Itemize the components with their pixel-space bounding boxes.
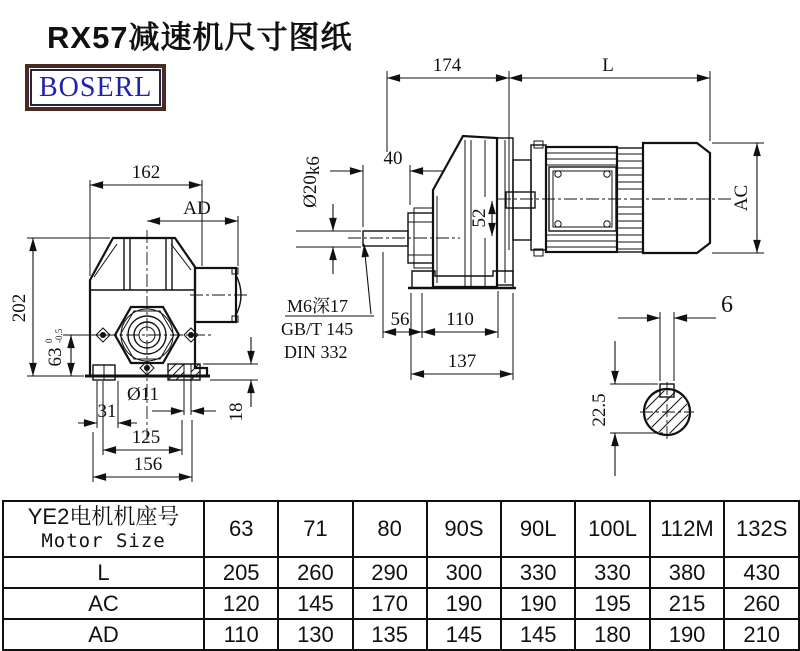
dim-31-label: 31 xyxy=(97,401,117,422)
table-cell: 290 xyxy=(353,557,427,588)
dim-ad-label: AD xyxy=(183,198,211,219)
dim-63-tol-upper: 0 xyxy=(44,338,54,343)
shaft-section-detail xyxy=(589,292,733,476)
table-cell: 380 xyxy=(650,557,725,588)
dim-162-label: 162 xyxy=(131,162,161,183)
column-header: 132S xyxy=(724,501,799,557)
dim-56-label: 56 xyxy=(390,309,410,330)
table-row xyxy=(3,588,799,619)
column-header: 80 xyxy=(353,501,427,557)
dim-L-label: L xyxy=(602,55,614,76)
brand-logo-text: BOSERL xyxy=(30,69,161,106)
column-header: 63 xyxy=(204,501,278,557)
table-cell: 215 xyxy=(650,588,725,619)
dim-202-label: 202 xyxy=(9,293,30,323)
note-gbt-label: GB/T 145 xyxy=(281,319,354,339)
dim-63-label: 63 xyxy=(45,347,66,367)
table-cell: 145 xyxy=(427,619,501,650)
table-cell: 330 xyxy=(575,557,649,588)
dim-ac-label: AC xyxy=(731,184,752,212)
gearbox-housing xyxy=(408,136,516,288)
row-label: L xyxy=(3,557,204,588)
dim-137-label: 137 xyxy=(447,351,477,372)
row-label: AD xyxy=(3,619,204,650)
motor-size-header-en: Motor Size xyxy=(41,530,166,552)
dim-52-label: 52 xyxy=(469,208,490,228)
note-din-label: DIN 332 xyxy=(284,342,348,362)
dim-40-label: 40 xyxy=(383,148,403,169)
table-cell: 120 xyxy=(204,588,278,619)
table-cell: 300 xyxy=(427,557,501,588)
column-header: 100L xyxy=(575,501,649,557)
motor-size-header-cn: YE2电机机座号 xyxy=(27,504,180,529)
motor-size-header xyxy=(3,501,204,557)
row-label: AC xyxy=(3,588,204,619)
table-cell: 180 xyxy=(575,619,649,650)
dim-156-label: 156 xyxy=(133,454,163,475)
table-cell: 330 xyxy=(501,557,575,588)
note-thread-label: M6深17 xyxy=(287,296,349,316)
dim-174-label: 174 xyxy=(432,55,462,76)
table-cell: 190 xyxy=(650,619,725,650)
table-cell: 145 xyxy=(278,588,352,619)
dim-key-width-label: 6 xyxy=(721,292,733,318)
dim-110-label: 110 xyxy=(446,309,474,330)
table-cell: 135 xyxy=(353,619,427,650)
dim-hole-label: Ø11 xyxy=(126,384,160,405)
table-cell: 205 xyxy=(204,557,278,588)
input-shaft xyxy=(348,231,460,246)
front-view xyxy=(9,162,258,482)
column-header: 90L xyxy=(501,501,575,557)
table-cell: 130 xyxy=(278,619,352,650)
dim-63-tol-lower: -0.5 xyxy=(54,328,64,343)
table-cell: 190 xyxy=(427,588,501,619)
dim-18-label: 18 xyxy=(226,402,247,422)
table-row xyxy=(3,619,799,650)
table-row xyxy=(3,557,799,588)
table-cell: 190 xyxy=(501,588,575,619)
table-cell: 430 xyxy=(724,557,799,588)
dimension-table xyxy=(2,500,800,651)
front-output-flange xyxy=(190,268,250,322)
table-cell: 260 xyxy=(724,588,799,619)
column-header: 71 xyxy=(278,501,352,557)
motor xyxy=(497,138,732,285)
table-header-row xyxy=(3,501,799,557)
dim-shaft-dia-label: Ø20k6 xyxy=(300,156,324,208)
page-title: RX57减速机尺寸图纸 xyxy=(47,20,353,55)
table-cell: 110 xyxy=(204,619,278,650)
table-cell: 195 xyxy=(575,588,649,619)
dim-key-height-label: 22.5 xyxy=(589,393,610,427)
side-view xyxy=(281,55,764,380)
table-cell: 210 xyxy=(724,619,799,650)
column-header: 112M xyxy=(650,501,725,557)
side-view-dimensions xyxy=(281,55,764,380)
table-cell: 170 xyxy=(353,588,427,619)
table-cell: 260 xyxy=(278,557,352,588)
column-header: 90S xyxy=(427,501,501,557)
table-cell: 145 xyxy=(501,619,575,650)
dim-125-label: 125 xyxy=(131,427,161,448)
